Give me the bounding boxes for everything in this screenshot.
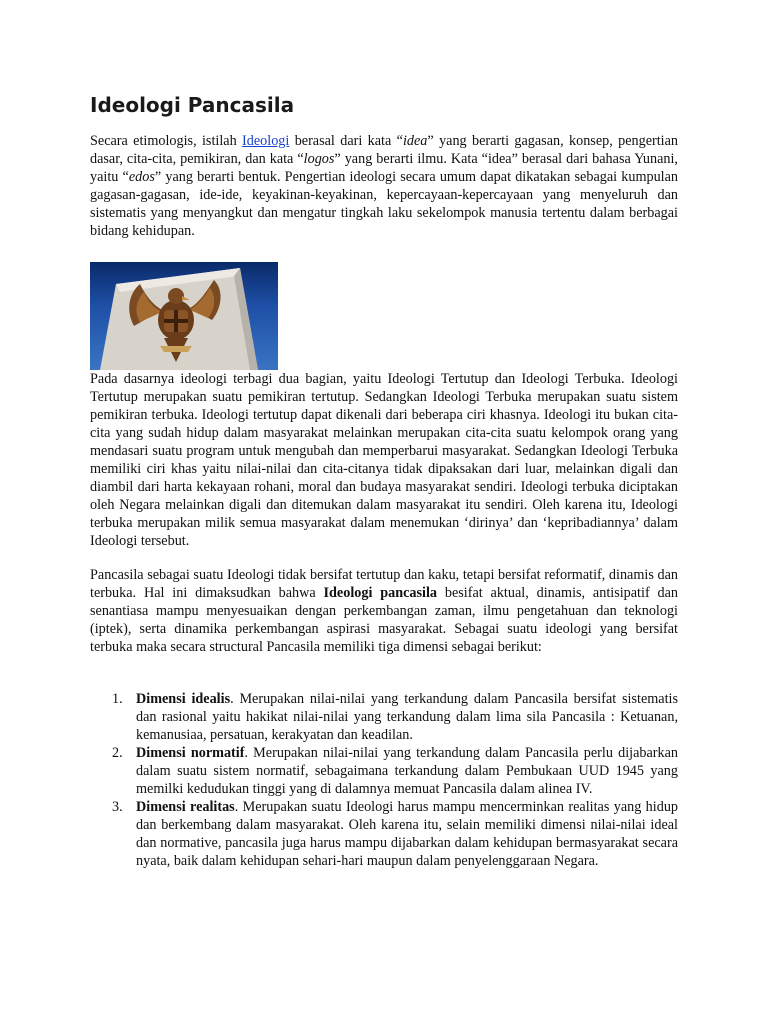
italic-term-edos: edos (128, 169, 155, 185)
dimensi-list (90, 690, 678, 870)
text-run: Pancasila sebagai suatu Ideologi tidak bersifat tertutup dan kaku, tetapi bersifat reformatif, dinamis dan terbuka. Hal ini dimaksudkan bahwa (90, 567, 678, 601)
text-run: ” yang berarti ilmu. Kata “idea” berasal dari bahasa Yunani, yaitu “ (90, 151, 678, 185)
garuda-statue-illustration (90, 262, 278, 370)
bold-term-ideologi-pancasila: Ideologi pancasila (323, 585, 438, 601)
list-item-heading: Dimensi realitas (136, 799, 235, 815)
text-run: berasal dari kata “ (289, 133, 403, 149)
list-item-heading: Dimensi idealis (136, 691, 231, 707)
text-run: ” yang berarti gagasan, konsep, pengertian dasar, cita-cita, pemikiran, dan kata “ (90, 133, 678, 167)
italic-term-idea: idea (402, 133, 428, 149)
text-run: ” yang berarti bentuk. Pengertian ideologi secara umum dapat dikatakan sebagai kumpulan gagasan-gagasan, ide-ide, keyakinan-keyakinan, kepercayaan-kepercayaan yang menyeluruh dan sistematis yang menyangkut dan mengatur tingkah laku sekelompok manusia tertentu dalam berbagai bidang kehidupan. (90, 169, 678, 239)
list-item (90, 798, 678, 870)
list-item-text: . Merupakan nilai-nilai yang terkandung dalam Pancasila bersifat sistematis dan rasional yaitu hakikat nilai-nilai yang terkandung dalam lima sila Pancasila : Ketuanan, kemanusiaa, persatuan, kerakyatan dan keadilan. (136, 691, 678, 743)
paragraph-etimologi (90, 132, 678, 240)
italic-term-logos: logos (303, 151, 335, 167)
list-number: 3. (112, 799, 123, 815)
list-number: 2. (112, 745, 123, 761)
ideologi-link[interactable]: Ideologi (242, 133, 290, 149)
list-number: 1. (112, 691, 123, 707)
list-item (90, 690, 678, 744)
paragraph-ideologi-tertutup-terbuka: Pada dasarnya ideologi terbagi dua bagian, yaitu Ideologi Tertutup dan Ideologi Terbuka. Ideologi Tertutup merupakan suatu pemikiran tertutup. Sedangkan Ideologi Terbuka merupakan suatu sistem pemikiran terbuka. Ideologi tertutup dapat dikenali dari beberapa ciri khasnya. Ideologi itu bukan cita-cita yang sudah hidup dalam masyarakat melainkan merupakan cita-cita suatu kelompok orang yang mendasari suatu program untuk mengubah dan memperbarui masyarakat. Sedangkan Ideologi Terbuka memiliki ciri khas yaitu nilai-nilai dan cita-citanya tidak dipaksakan dari luar, melainkan digali dan diambil dari harta kekayaan rohani, moral dan budaya masyarakat sendiri. Ideologi terbuka diciptakan oleh Negara melainkan digali dan ditemukan dalam masyarakat itu sendiri. Oleh karena itu, Ideologi terbuka merupakan milik semua masyarakat dalam menemukan ‘dirinya’ dan ‘kepribadiannya’ dalam Ideologi tersebut. (90, 371, 678, 549)
page-title: Ideologi Pancasila (90, 93, 295, 117)
text-run: besifat aktual, dinamis, antisipatif dan senantiasa mampu menyesuaikan dengan perkembangan zaman, ilmu pengetahuan dan teknologi (iptek), serta dinamika perkembangan aspirasi masyarakat. Sebagai suatu ideologi yang bersifat terbuka maka secara structural Pancasila memiliki tiga dimensi sebagai berikut: (90, 585, 679, 655)
list-item-text: . Merupakan suatu Ideologi harus mampu mencerminkan realitas yang hidup dan berkembang dalam masyarakat. Oleh karena itu, selain memiliki dimensi nilai-nilai ideal dan normative, pancasila juga harus mampu dijabarkan dalam kehidupan bermasyarakat secara nyata, baik dalam kehidupan sehari-hari maupun dalam penyelenggaraan Negara. (136, 799, 679, 869)
garuda-pancasila-image (90, 262, 278, 370)
paragraph-pancasila-terbuka (90, 566, 678, 656)
list-item-text: . Merupakan nilai-nilai yang terkandung dalam Pancasila perlu dijabarkan dalam suatu sistem normatif, sebagaimana terkandung dalam Pembukaan UUD 1945 yang memilki kedudukan tinggi yang di dalamnya memuat Pancasila dalam alinea IV. (136, 745, 678, 797)
list-item-heading: Dimensi normatif (136, 745, 245, 761)
list-item (90, 744, 678, 798)
text-run: Secara etimologis, istilah (90, 133, 243, 149)
